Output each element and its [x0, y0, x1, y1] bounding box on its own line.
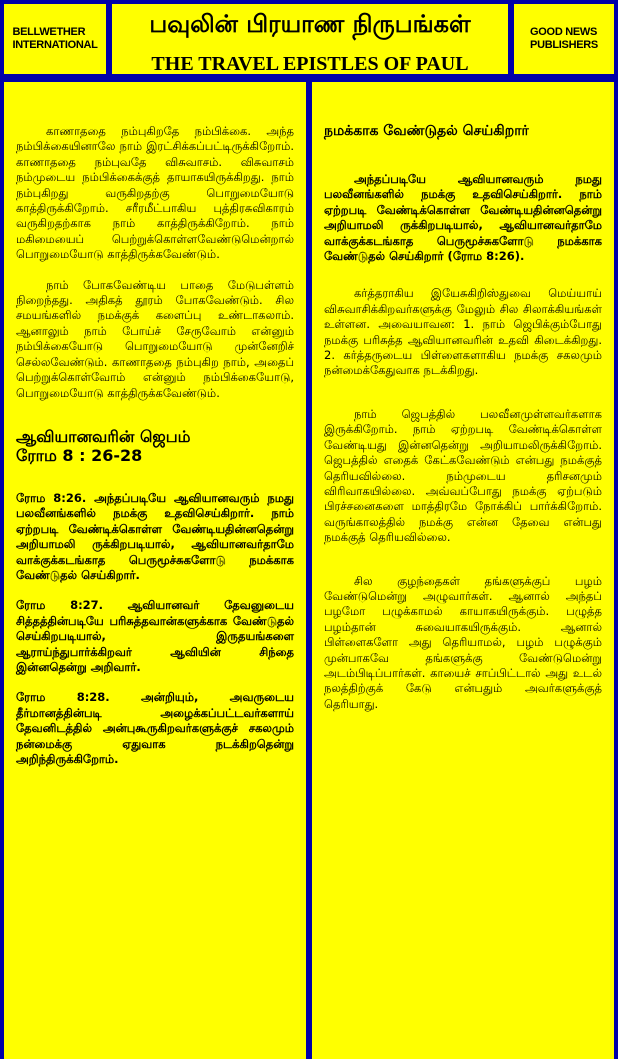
verse-paragraph: ரோம 8:26. அந்தப்படியே ஆவியானவரும் நமது பலவீனங்களில் நமக்கு உதவிசெய்கிறார். நாம் ஏற்றபடி வேண்டிக்கொள்ள வேண்டியதின்னதென்று அறியாமலி ருக்கிறபடியால், ஆவியானவர்தாமே வாக்குக்கடங்காத பெருமூச்சுகளோடு நமக்காக வேண்டுதல் செய்கிறார். [16, 490, 294, 582]
paragraph: நாம் போகவேண்டிய பாதை மேடுபள்ளம் நிறைந்தது. அதிகத் தூரம் போகவேண்டும். சில சமயங்களில் நமக்குக் களைப்பு உண்டாகலாம். ஆனாலும் நாம் போய்ச் சேருவோம் என்னும் நம்பிக்கையோடு பொறுமையோடு முன்னேறிச் செல்லவேண்டும். காணாததை நம்புகிற நாம், அதைப் பெற்றுக்கொள்வோம் என்னும் நம்பிக்கையோடு, பொறுமையோடு காத்திருக்கவேண்டும். [16, 277, 294, 400]
page-title-english: THE TRAVEL EPISTLES OF PAUL [151, 53, 469, 75]
paragraph: காணாததை நம்புகிறதே நம்பிக்கை. அந்த நம்பிக்கையினாலே நாம் இரட்சிக்கப்பட்டிருக்கிறோம். காணாததை நம்புவதே விசுவாசம். விசுவாசம் நம்முடைய நம்பிக்கைக்குத் தாயாகயிருக்கிறது. நாம் நம்புகிறது வருகிறதற்கு பொறுமையோடு காத்திருக்கிறோம். சரீரமீட்பாகிய புத்திரசுவிகாரம் வருகிறதற்காக நாம் காத்திருக்கிறோம். நாம் மகிமையைப் பெற்றுக்கொள்ளவேண்டுமென்றால் பொறுமையோடு காத்திருக்கவேண்டும். [16, 124, 294, 262]
paragraph: நாம் ஜெபத்தில் பலவீனமுள்ளவர்களாக இருக்கிறோம். நாம் ஏற்றபடி வேண்டிக்கொள்ள வேண்டியது இன்னதென்று அறியாமலிருக்கிறோம். ஜெபத்தில் எதைக் கேட்கவேண்டும் என்பது நமக்குத் தெரியவில்லை. நம்முடைய தரிசனமும் விரிவாகயில்லை. அவ்வப்போது நமக்கு ஏற்படும் பிரச்சனைகளை மாத்திரமே நோக்கிப் பார்க்கிறோம். வருங்காலத்தில் நமக்கு என்ன தேவை என்பது நமக்குத் தெரியவில்லை. [324, 406, 602, 545]
good-news-logo-text: GOOD NEWS PUBLISHERS [530, 26, 598, 51]
section-heading: நமக்காக வேண்டுதல் செய்கிறார் [324, 123, 529, 139]
page-title-tamil: பவுலின் பிரயாண நிருபங்கள் [149, 10, 471, 38]
section-heading: ஆவியானவரின் ஜெபம் [16, 426, 191, 446]
bellwether-logo-text: BELLWETHER INTERNATIONAL [12, 26, 98, 51]
good-news-logo [514, 4, 614, 74]
verse-paragraph: ரோம 8:28. அன்றியும், அவருடைய தீர்மானத்தின்படி அழைக்கப்பட்டவர்களாய் தேவனிடத்தில் அன்புகூருகிறவர்களுக்குச் சகலமும் நன்மைக்கு ஏதுவாக நடக்கிறதென்று அறிந்திருக்கிறோம். [16, 690, 294, 766]
left-column [4, 82, 306, 1059]
verse-paragraph: ரோம 8:27. ஆவியானவர் தேவனுடைய சித்தத்தின்படியே பரிசுத்தவான்களுக்காக வேண்டுதல் செய்கிறபடியால், இருதயங்களை ஆராய்ந்துபார்க்கிறவர் ஆவியின் சிந்தை இன்னதென்று அறிவார். [16, 598, 294, 674]
scripture-reference-heading: ரோம 8 : 26-28 [16, 445, 143, 465]
right-column [312, 82, 614, 1059]
paragraph: கர்த்தராகிய இயேசுகிறிஸ்துவை மெய்யாய் விசுவாசிக்கிறவர்களுக்கு மேலும் சில சிலாக்கியங்கள் உள்ளன. அவையாவன: 1. நாம் ஜெபிக்கும்போது நமக்கு பரிசுத்த ஆவியானவரின் உதவி கிடைக்கிறது. 2. கர்த்தருடைய பிள்ளைகளாகிய நமக்கு சகலமும் நன்மைக்கேதுவாக நடக்கிறது. [324, 286, 602, 378]
paragraph: அந்தப்படியே ஆவியானவரும் நமது பலவீனங்களில் நமக்கு உதவிசெய்கிறார். நாம் ஏற்றபடி வேண்டிக்கொள்ள வேண்டியதின்னதென்று அறியாமலி ருக்கிறபடியால், ஆவியானவர்தாமே வாக்குக்கடங்காத பெருமூச்சுகளோடு நமக்காக வேண்டுதல் செய்கிறார் (ரோம 8:26). [324, 172, 602, 264]
header-title-box [112, 4, 508, 74]
bellwether-logo [4, 4, 106, 74]
paragraph: சில குழந்தைகள் தங்களுக்குப் பழம் வேண்டுமென்று அழுவார்கள். ஆனால் அந்தப் பழமோ பழுக்காமல் காயாகயிருக்கும். பழுத்த பழம்தான் சுவையாகயிருக்கும். ஆனால் பிள்ளைகளோ அது தெரியாமல், பழம் பழுக்கும் முன்பாகவே தங்களுக்கு வேண்டுமென்று அடம்பிடிப்பார்கள். காயைச் சாப்பிட்டால் அது உடல் நலத்திற்குக் கேடு என்பதும் அவர்களுக்குத் தெரியாது. [324, 573, 602, 711]
